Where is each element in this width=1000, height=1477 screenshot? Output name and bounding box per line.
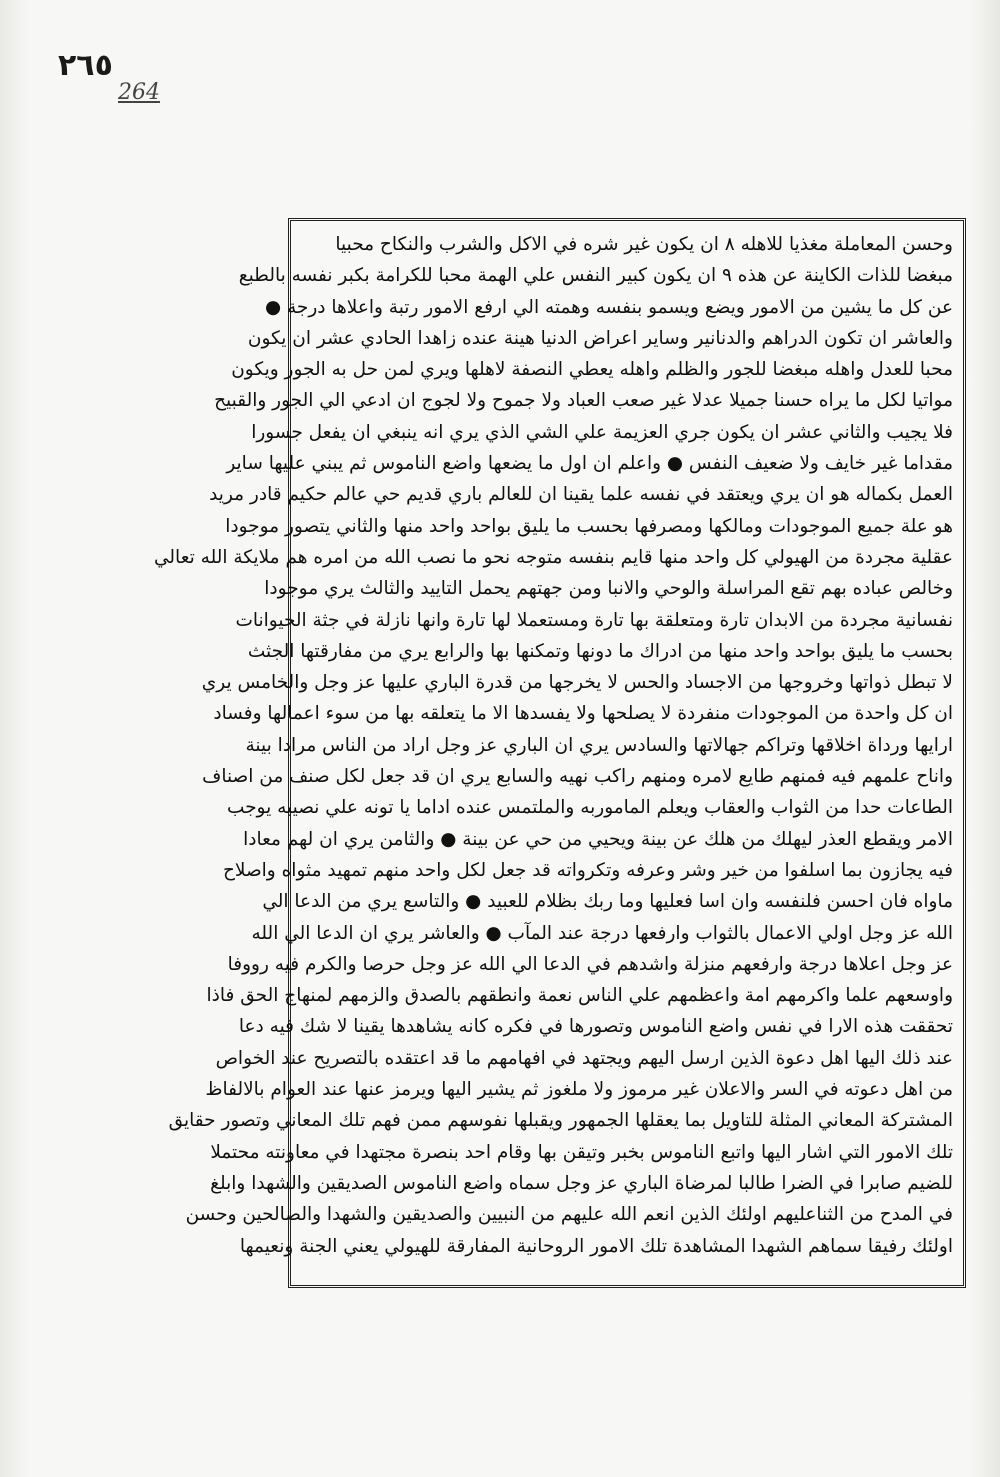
text-line: نفسانية مجردة من الابدان تارة ومتعلقة بها تارة ومستعملا لها تارة وانها نازلة في جثة الحيوانات	[235, 609, 953, 631]
text-line: عند ذلك اليها اهل دعوة الذين ارسل اليهم ويجتهد في افهامهم ما قد اعتقده بالتصريح عند الخواص	[215, 1047, 953, 1069]
text-line: المشتركة المعاني المثلة للتاويل بما يعقلها الجمهور ويقبلها نفوسهم ممن فهم تلك المعاني وتصور حقايق	[168, 1110, 953, 1132]
text-line: عن كل ما يشين من الامور ويضع ويسمو بنفسه وهمته الي ارفع الامور رتبة واعلاها درجة ●	[264, 296, 953, 318]
text-line: مقداما غير خايف ولا ضعيف النفس ● واعلم ان اول ما يضعها واضع الناموس ثم يبني عليها ساير	[226, 453, 953, 475]
text-line: واوسعهم علما واكرمهم امة واعظمهم علي الناس نعمة وانطقهم بالصدق والزمهم لمنهاج الحق فاذا	[206, 985, 953, 1007]
text-line: محبا للعدل واهله مبغضا للجور والظلم واهله يعطي النصفة لاهلها ويري لمن حل به الجور ويكون	[231, 359, 953, 381]
text-line: عز وجل اعلاها درجة وارفعهم منزلة واشدهم في الدعا الي الله عز وجل حرصا والكرم فيه رووفا	[227, 953, 953, 975]
text-line: ارايها ورداة اخلاقها وتراكم جهالاتها والسادس يري ان الباري عز وجل اراد من الناس مرادا بينة	[245, 734, 953, 756]
text-line: تلك الامور التي اشار اليها واتبع الناموس بخبر وتيقن بها وقام احد بنصرة مجتهدا في معاونته محتملا	[210, 1141, 953, 1163]
text-line: وخالص عباده بهم تقع المراسلة والوحي والانبا ومن جهتهم يحمل التاييد والثالث يري موجودا	[264, 578, 953, 600]
text-line: مبغضا للذات الكاينة عن هذه ٩ ان يكون كبير النفس علي الهمة محبا للكرامة بكبر نفسه بالطبع	[238, 265, 953, 287]
text-line: فلا يجيب والثاني عشر ان يكون جري العزيمة علي الشي الذي يري انه ينبغي ان يفعل جسورا	[251, 421, 953, 443]
text-line: ان كل واحدة من الموجودات منفردة لا يصلحها ولا يفسدها الا ما يتعلقه بها من سوء اعمالها وفساد	[213, 703, 953, 725]
text-line: من اهل دعوته في السر والاعلان غير مرموز ولا ملغوز ثم يشير اليها ويرمز عنها عند العوام بالالفاظ	[205, 1079, 953, 1101]
folio-pencil-number: 264	[118, 80, 160, 105]
text-frame	[154, 218, 966, 1288]
folio-number: ٢٦٥	[58, 48, 113, 83]
text-line: الله عز وجل اولي الاعمال بالثواب وارفعها درجة عند المآب ● والعاشر يري ان الدعا الي الله	[251, 922, 953, 944]
text-line: واناح علمهم فيه فمنهم طايع لامره ومنهم راكب نهيه والسابع يري ان قد جعل لكل صنف من اصناف	[202, 766, 953, 788]
text-line: فيه يجازون بما اسلفوا من خير وشر وعرفه وتكرواته قد جعل لكل واحد منهم تمهيد مثواه واصلاح	[222, 859, 953, 881]
text-line: بحسب ما يليق بواحد واحد منها من ادراك ما دونها وتمكنها بها والرابع يري من مفارقتها الجثث	[247, 640, 953, 662]
text-line: عقلية مجردة من الهيولي كل واحد منها قايم بنفسه متوجه نحو ما نصب الله من امره هم ملايكة الله تعالي	[154, 546, 953, 568]
text-line: وحسن المعاملة مغذيا للاهله ٨ ان يكون غير شره في الاكل والشرب والنكاح محبيا	[335, 234, 953, 255]
text-line: اولئك رفيقا سماهم الشهدا المشاهدة تلك الامور الروحانية المفارقة للهيولي يعني الجنة ونعيمها	[239, 1235, 953, 1257]
text-line: تحققت هذه الارا في نفس واضع الناموس وتصورها في فكره كانه يشاهدها يقينا لا شك فيه دعا	[238, 1016, 953, 1038]
text-line: هو علة جميع الموجودات ومالكها ومصرفها بحسب ما يليق بواحد واحد منها والثاني يتصور موجودا	[225, 515, 953, 537]
text-line: للضيم صابرا في الضرا طالبا لمرضاة الباري عز وجل سماه واضع الناموس الصديقين والشهدا وابلغ	[210, 1172, 953, 1194]
text-line: العمل بكماله هو ان يري ويعتقد في نفسه علما يقينا ان للعالم باري قديم حي عالم حكيم قادر مريد	[209, 484, 953, 506]
text-line: الطاعات حدا من الثواب والعقاب ويعلم الماموربه والملتمس عنده اداما يا تونه علي نصيبه يوجب	[226, 797, 953, 819]
text-line: والعاشر ان تكون الدراهم والدنانير وساير اعراض الدنيا هينة عنده زاهدا الحادي عشر ان يكون	[247, 327, 953, 349]
text-line: الامر ويقطع العذر ليهلك من هلك عن بينة ويحيي من حي عن بينة ● والثامن يري ان لهم معادا	[243, 828, 953, 850]
text-line: مواتيا لكل ما يراه حسنا جميلا عدلا غير صعب العباد ولا جموح ولا لجوج ان ادعي الي الجور والقبيح	[214, 390, 953, 412]
text-line: في المدح من الثناعليهم اولئك الذين انعم الله عليهم من النبيين والصديقين والشهدا والصالحين وحسن	[185, 1204, 953, 1226]
text-line: ماواه فان احسن فلنفسه وان اسا فعليها وما ربك بظلام للعبيد ● والتاسع يري من الدعا الي	[262, 891, 953, 913]
text-line: لا تبطل ذواتها وخروجها من الاجساد والحس لا يخرجها من قدرة الباري عليها عز وجل والخامس يري	[201, 672, 953, 694]
manuscript-text-block	[154, 229, 953, 1262]
